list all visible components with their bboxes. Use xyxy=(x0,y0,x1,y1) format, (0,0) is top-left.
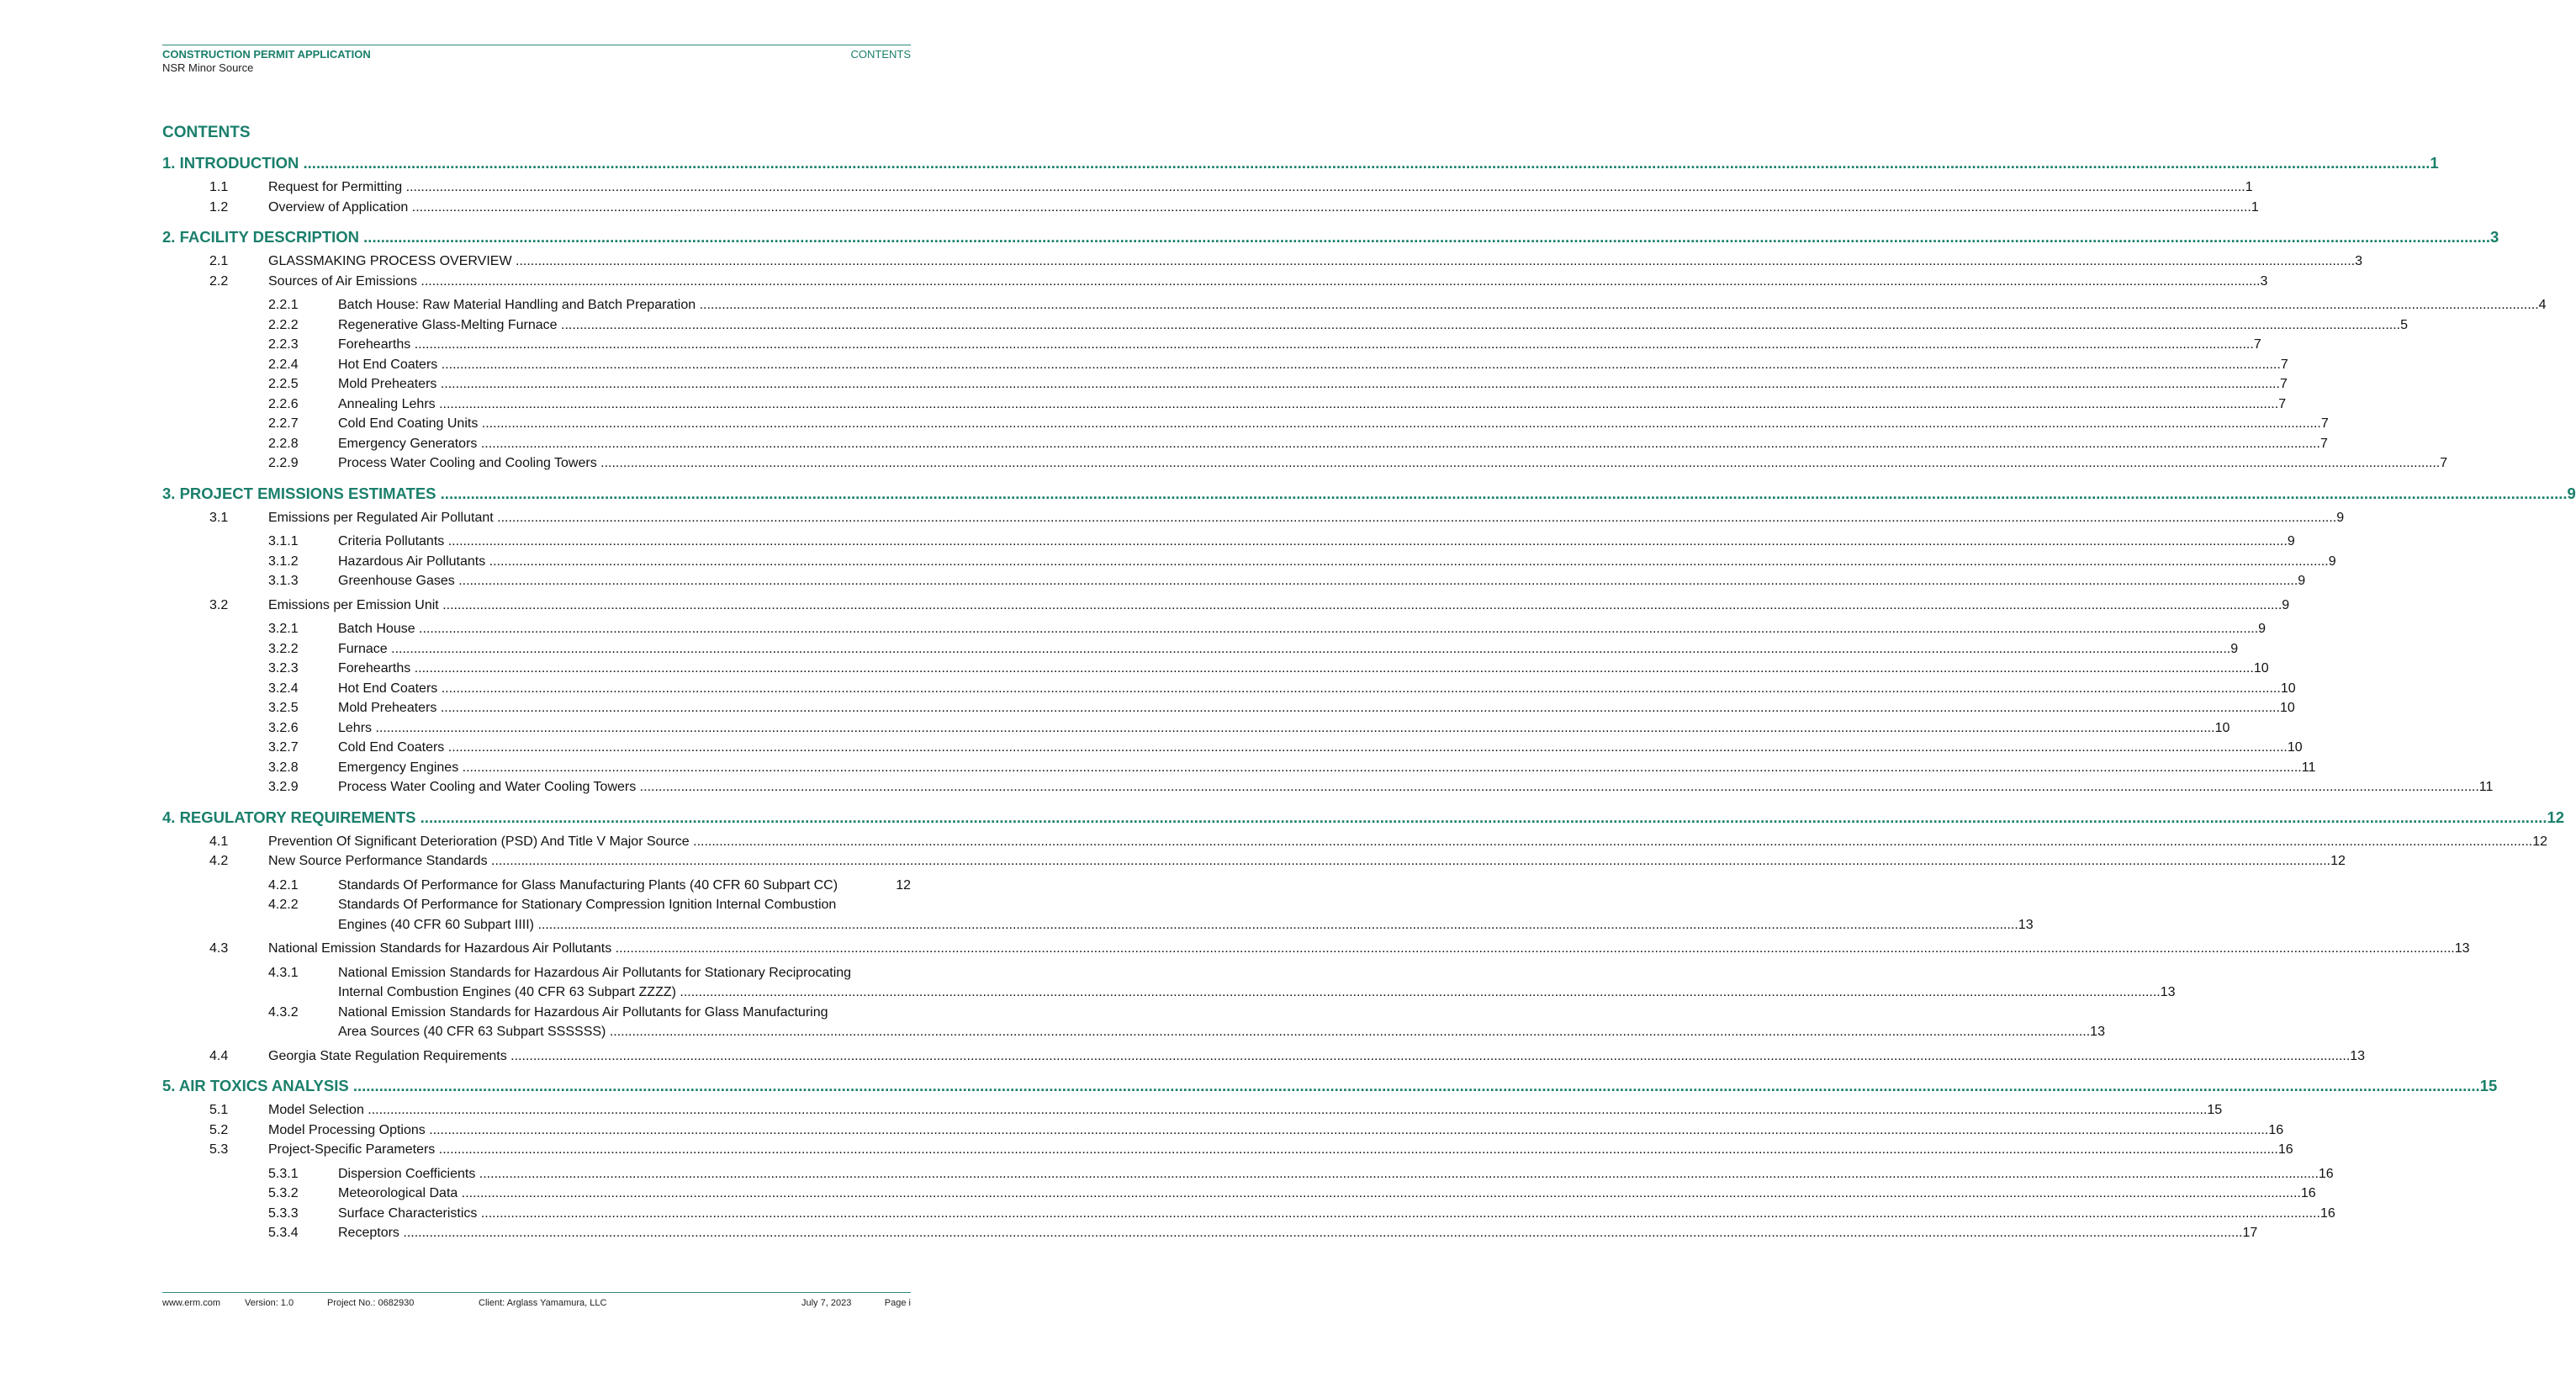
footer-date: July 7, 2023 xyxy=(801,1298,852,1308)
toc-entry-number: 5.2 xyxy=(209,1122,229,1137)
toc-entry-2-2-9[interactable] xyxy=(162,453,2448,474)
toc-section-1[interactable] xyxy=(162,153,2439,173)
toc-entry-page: 10 xyxy=(2280,681,2296,696)
toc-entry-number: 2.2.2 xyxy=(268,317,299,332)
toc-heading: CONTENTS xyxy=(162,124,251,141)
toc-entry-title-line1: National Emission Standards for Hazardous Air Pollutants for Glass Manufacturing xyxy=(338,1004,828,1020)
toc-entry-title: Lehrs ..... xyxy=(338,718,2215,739)
toc-entry-number: 5.3 xyxy=(209,1142,229,1157)
toc-entry-page: 13 xyxy=(2350,1048,2366,1063)
toc-entry-number: 3.2 xyxy=(209,597,229,612)
toc-entry-title: Project-Specific Parameters ..... xyxy=(268,1140,2278,1160)
toc-entry-4-4[interactable] xyxy=(162,1046,2366,1067)
toc-entry-5-3-1[interactable] xyxy=(162,1164,2334,1184)
toc-entry-page: 16 xyxy=(2300,1186,2316,1200)
toc-entry-4-3-2[interactable] xyxy=(162,1003,2105,1042)
toc-entry-title: Forehearths ..... xyxy=(338,335,2254,355)
toc-entry-page: 13 xyxy=(2090,1025,2105,1039)
toc-entry-3-2-7[interactable] xyxy=(162,738,2303,758)
toc-entry-title: Standards Of Performance for Glass Manufacturing Plants (40 CFR 60 Subpart CC) xyxy=(338,877,838,893)
toc-entry-number: 2.2.5 xyxy=(268,377,299,391)
toc-entry-title: Request for Permitting ..... xyxy=(268,177,2245,198)
toc-entry-title: Cold End Coating Units ..... xyxy=(338,414,2321,434)
toc-entry-number: 2.2.3 xyxy=(268,337,299,352)
toc-entry-title-line2: Internal Combustion Engines (40 CFR 63 Subpart ZZZZ) ..... xyxy=(338,983,2161,1003)
toc-entry-2-2-6[interactable] xyxy=(162,395,2287,415)
toc-entry-page: 12 xyxy=(896,877,911,893)
toc-entry-number: 3.2.3 xyxy=(268,661,299,675)
toc-entry-page: 7 xyxy=(2280,357,2288,372)
toc-entry-5-3[interactable] xyxy=(162,1140,2293,1160)
toc-entry-2-2-3[interactable] xyxy=(162,335,2261,355)
toc-entry-title: Hot End Coaters ..... xyxy=(338,679,2281,699)
toc-entry-3-2-4[interactable] xyxy=(162,679,2296,699)
toc-entry-title: Forehearths ..... xyxy=(338,659,2254,679)
toc-entry-number: 3.1.3 xyxy=(268,574,299,588)
footer-page-number: Page i xyxy=(884,1298,911,1308)
footer-website[interactable]: www.erm.com xyxy=(162,1298,221,1308)
toc-entry-number: 3.2.7 xyxy=(268,740,299,755)
toc-entry-number: 4.1 xyxy=(209,834,229,849)
toc-entry-page: 1 xyxy=(2430,154,2439,172)
toc-entry-title: Process Water Cooling and Water Cooling Towers ..... xyxy=(338,777,2479,797)
toc-entry-number: 1.1 xyxy=(209,180,229,194)
toc-entry-number: 2.2.9 xyxy=(268,456,299,470)
toc-entry-number: 4.2.1 xyxy=(268,877,299,893)
toc-entry-title: 3. PROJECT EMISSIONS ESTIMATES ..... xyxy=(162,484,2568,504)
page-header xyxy=(162,45,911,75)
toc-entry-number: 3.2.1 xyxy=(268,622,299,636)
header-subtitle: NSR Minor Source xyxy=(162,61,254,74)
toc-entry-4-3[interactable] xyxy=(162,939,2470,959)
toc-entry-number: 5.3.1 xyxy=(268,1166,299,1181)
toc-entry-3-2-5[interactable] xyxy=(162,698,2295,718)
toc-entry-number: 3.2.9 xyxy=(268,780,299,794)
toc-entry-title: Criteria Pollutants ..... xyxy=(338,532,2288,552)
toc-entry-3-2-1[interactable] xyxy=(162,619,2267,639)
toc-entry-2-2-4[interactable] xyxy=(162,355,2288,375)
toc-entry-3-1-2[interactable] xyxy=(162,552,2336,572)
toc-entry-number: 3.2.4 xyxy=(268,681,299,696)
toc-entry-3-2-6[interactable] xyxy=(162,718,2230,739)
toc-entry-page: 11 xyxy=(2301,760,2316,775)
toc-entry-title: Annealing Lehrs ..... xyxy=(338,395,2278,415)
toc-entry-page: 16 xyxy=(2277,1142,2293,1157)
toc-entry-number: 3.2.5 xyxy=(268,701,299,715)
toc-entry-2-2-1[interactable] xyxy=(162,295,2547,315)
toc-entry-title: Cold End Coaters ..... xyxy=(338,738,2288,758)
toc-entry-3-1-3[interactable] xyxy=(162,571,2306,591)
toc-entry-title: 5. AIR TOXICS ANALYSIS ..... xyxy=(162,1076,2480,1096)
toc-entry-title: National Emission Standards for Hazardous Air Pollutants ..... xyxy=(268,939,2455,959)
toc-entry-title: Model Selection ..... xyxy=(268,1100,2207,1120)
toc-entry-number: 3.2.2 xyxy=(268,641,299,656)
toc-entry-title: Sources of Air Emissions ..... xyxy=(268,272,2261,292)
toc-entry-number: 2.2.4 xyxy=(268,357,299,372)
toc-entry-number: 4.4 xyxy=(209,1048,229,1063)
toc-entry-page: 15 xyxy=(2207,1103,2223,1117)
toc-entry-title: Process Water Cooling and Cooling Towers ..... xyxy=(338,453,2440,474)
toc-entry-2-1[interactable] xyxy=(162,252,2363,272)
toc-entry-number: 3.2.8 xyxy=(268,760,299,775)
toc-entry-3-2-8[interactable] xyxy=(162,758,2316,778)
toc-entry-page: 4 xyxy=(2538,298,2547,312)
toc-entry-title: Surface Characteristics ..... xyxy=(338,1204,2320,1224)
toc-entry-3-2-9[interactable] xyxy=(162,777,2494,797)
toc-section-4[interactable] xyxy=(162,808,2565,828)
toc-entry-page: 12 xyxy=(2330,854,2346,868)
toc-entry-page: 13 xyxy=(2160,985,2176,999)
toc-entry-page: 9 xyxy=(2567,484,2576,502)
toc-entry-4-3-1[interactable] xyxy=(162,963,2176,1003)
toc-entry-2-2-7[interactable] xyxy=(162,414,2329,434)
toc-entry-3-2[interactable] xyxy=(162,596,2290,616)
footer-version: Version: 1.0 xyxy=(245,1298,294,1308)
toc-entry-1-1[interactable] xyxy=(162,177,2253,198)
toc-entry-page: 1 xyxy=(2245,180,2253,194)
toc-entry-title: Overview of Application ..... xyxy=(268,198,2251,218)
toc-entry-title: Emergency Engines ..... xyxy=(338,758,2302,778)
toc-entry-page: 5 xyxy=(2400,317,2409,332)
toc-entry-number: 5.3.2 xyxy=(268,1186,299,1200)
toc-entry-title-line2: Area Sources (40 CFR 63 Subpart SSSSSS) ..... xyxy=(338,1022,2090,1042)
toc-entry-5-2[interactable] xyxy=(162,1120,2284,1141)
toc-entry-4-2[interactable] xyxy=(162,851,2346,871)
toc-entry-3-2-2[interactable] xyxy=(162,639,2239,660)
toc-entry-title: Regenerative Glass-Melting Furnace ..... xyxy=(338,315,2400,336)
toc-entry-3-2-3[interactable] xyxy=(162,659,2269,679)
toc-entry-title-line1: Standards Of Performance for Stationary Compression Ignition Internal Combustion xyxy=(338,898,837,912)
toc-entry-number: 2.2.6 xyxy=(268,396,299,411)
toc-entry-2-2-8[interactable] xyxy=(162,434,2328,454)
toc-entry-page: 10 xyxy=(2279,701,2295,715)
toc-entry-page: 1 xyxy=(2251,199,2259,215)
toc-entry-title-line2: Engines (40 CFR 60 Subpart IIII) ..... xyxy=(338,915,2018,935)
toc-entry-title-line1: National Emission Standards for Hazardous Air Pollutants for Stationary Reciprocating xyxy=(338,965,852,980)
toc-entry-title: Mold Preheaters ..... xyxy=(338,698,2280,718)
toc-entry-title: 2. FACILITY DESCRIPTION ..... xyxy=(162,227,2490,247)
toc-entry-page: 7 xyxy=(2440,456,2448,470)
toc-entry-5-1[interactable] xyxy=(162,1100,2223,1120)
toc-entry-page: 9 xyxy=(2230,641,2239,656)
toc-entry-title: Prevention Of Significant Deterioration (PSD) And Title V Major Source ..... xyxy=(268,832,2532,852)
toc-entry-page: 7 xyxy=(2279,377,2288,391)
toc-entry-number: 5.3.3 xyxy=(268,1205,299,1221)
footer-client: Client: Arglass Yamamura, LLC xyxy=(479,1298,607,1308)
toc-entry-4-2-1[interactable] xyxy=(162,876,911,896)
toc-entry-number: 4.3.1 xyxy=(268,965,299,980)
toc-entry-number: 3.1 xyxy=(209,510,229,525)
toc-entry-number: 3.1.1 xyxy=(268,534,299,548)
toc-entry-2-2-2[interactable] xyxy=(162,315,2409,336)
toc-entry-title: Emissions per Regulated Air Pollutant ..... xyxy=(268,508,2336,528)
toc-entry-page: 13 xyxy=(2454,941,2470,956)
toc-entry-title: Dispersion Coefficients ..... xyxy=(338,1164,2319,1184)
page-footer xyxy=(162,1292,911,1308)
toc-entry-number: 4.3 xyxy=(209,941,229,956)
toc-entry-title: Mold Preheaters ..... xyxy=(338,374,2280,395)
toc-entry-page: 10 xyxy=(2253,661,2269,675)
toc-entry-page: 9 xyxy=(2287,534,2295,548)
toc-entry-page: 9 xyxy=(2298,574,2306,588)
toc-entry-number: 3.1.2 xyxy=(268,554,299,569)
toc-entry-title: Meteorological Data ..... xyxy=(338,1184,2301,1204)
toc-entry-title: Batch House: Raw Material Handling and Batch Preparation ..... xyxy=(338,295,2539,315)
footer-project-number: Project No.: 0682930 xyxy=(327,1298,415,1308)
toc-entry-page: 12 xyxy=(2547,808,2565,826)
toc-section-3[interactable] xyxy=(162,484,2576,504)
toc-entry-page: 7 xyxy=(2253,337,2261,352)
toc-entry-page: 15 xyxy=(2479,1077,2498,1094)
toc-entry-2-2[interactable] xyxy=(162,272,2268,292)
toc-entry-page: 3 xyxy=(2355,254,2363,268)
toc-entry-number: 5.1 xyxy=(209,1103,229,1117)
toc-entry-2-2-5[interactable] xyxy=(162,374,2288,395)
toc-entry-page: 7 xyxy=(2278,396,2287,411)
toc-entry-number: 3.2.6 xyxy=(268,720,299,735)
toc-entry-4-2-2[interactable] xyxy=(162,895,2034,935)
toc-entry-page: 7 xyxy=(2319,436,2328,451)
toc-entry-4-1[interactable] xyxy=(162,832,2548,852)
toc-entry-page: 16 xyxy=(2268,1122,2284,1137)
toc-entry-page: 16 xyxy=(2318,1166,2334,1181)
toc-entry-title: GLASSMAKING PROCESS OVERVIEW ..... xyxy=(268,252,2355,272)
toc-entry-page: 9 xyxy=(2258,622,2267,636)
toc-entry-title: Hot End Coaters ..... xyxy=(338,355,2281,375)
toc-entry-page: 13 xyxy=(2018,917,2034,932)
toc-entry-title: Furnace ..... xyxy=(338,639,2230,660)
toc-entry-title: Emergency Generators ..... xyxy=(338,434,2320,454)
toc-entry-3-1[interactable] xyxy=(162,508,2345,528)
toc-entry-5-3-4[interactable] xyxy=(162,1223,2258,1243)
toc-entry-title: Model Processing Options ..... xyxy=(268,1120,2268,1141)
toc-entry-page: 12 xyxy=(2532,834,2548,849)
toc-entry-3-1-1[interactable] xyxy=(162,532,2295,552)
toc-entry-title: New Source Performance Standards ..... xyxy=(268,851,2330,871)
toc-entry-5-3-3[interactable] xyxy=(162,1204,2335,1224)
toc-section-5[interactable] xyxy=(162,1076,2498,1096)
toc-entry-number: 5.3.4 xyxy=(268,1226,299,1240)
toc-entry-number: 2.2.1 xyxy=(268,298,299,312)
toc-entry-number: 2.1 xyxy=(209,254,229,268)
toc-entry-page: 3 xyxy=(2260,273,2268,289)
toc-entry-page: 11 xyxy=(2478,780,2494,794)
toc-entry-title: 1. INTRODUCTION ..... xyxy=(162,153,2430,173)
toc-entry-page: 3 xyxy=(2490,228,2499,246)
toc-entry-page: 9 xyxy=(2336,510,2345,525)
toc-entry-number: 2.2 xyxy=(209,273,229,289)
toc-entry-title: Receptors ..... xyxy=(338,1223,2242,1243)
toc-entry-page: 16 xyxy=(2319,1205,2335,1221)
toc-entry-title: Georgia State Regulation Requirements ..... xyxy=(268,1046,2350,1067)
toc-entry-page: 10 xyxy=(2214,720,2230,735)
toc-entry-page: 10 xyxy=(2287,740,2303,755)
toc-entry-number: 4.2.2 xyxy=(268,898,299,912)
toc-entry-number: 4.3.2 xyxy=(268,1004,299,1020)
toc-entry-5-3-2[interactable] xyxy=(162,1184,2316,1204)
toc-section-2[interactable] xyxy=(162,227,2499,247)
toc-entry-title: Hazardous Air Pollutants ..... xyxy=(338,552,2329,572)
toc-entry-title: Emissions per Emission Unit ..... xyxy=(268,596,2282,616)
header-section: CONTENTS xyxy=(850,48,911,61)
toc-entry-1-2[interactable] xyxy=(162,198,2259,218)
toc-entry-title: Batch House ..... xyxy=(338,619,2258,639)
toc-entry-page: 7 xyxy=(2320,416,2329,431)
toc-entry-number: 2.2.8 xyxy=(268,436,299,451)
toc-entry-number: 4.2 xyxy=(209,854,229,868)
toc-entry-number: 2.2.7 xyxy=(268,416,299,431)
toc-entry-page: 17 xyxy=(2242,1226,2258,1240)
toc-entry-title: 4. REGULATORY REQUIREMENTS ..... xyxy=(162,808,2547,828)
toc-entry-page: 9 xyxy=(2282,597,2290,612)
header-title: CONSTRUCTION PERMIT APPLICATION xyxy=(162,48,371,61)
toc-entry-title: Greenhouse Gases ..... xyxy=(338,571,2298,591)
table-of-contents xyxy=(162,123,2576,1248)
toc-entry-page: 9 xyxy=(2328,554,2336,569)
toc-entry-number: 1.2 xyxy=(209,199,229,215)
